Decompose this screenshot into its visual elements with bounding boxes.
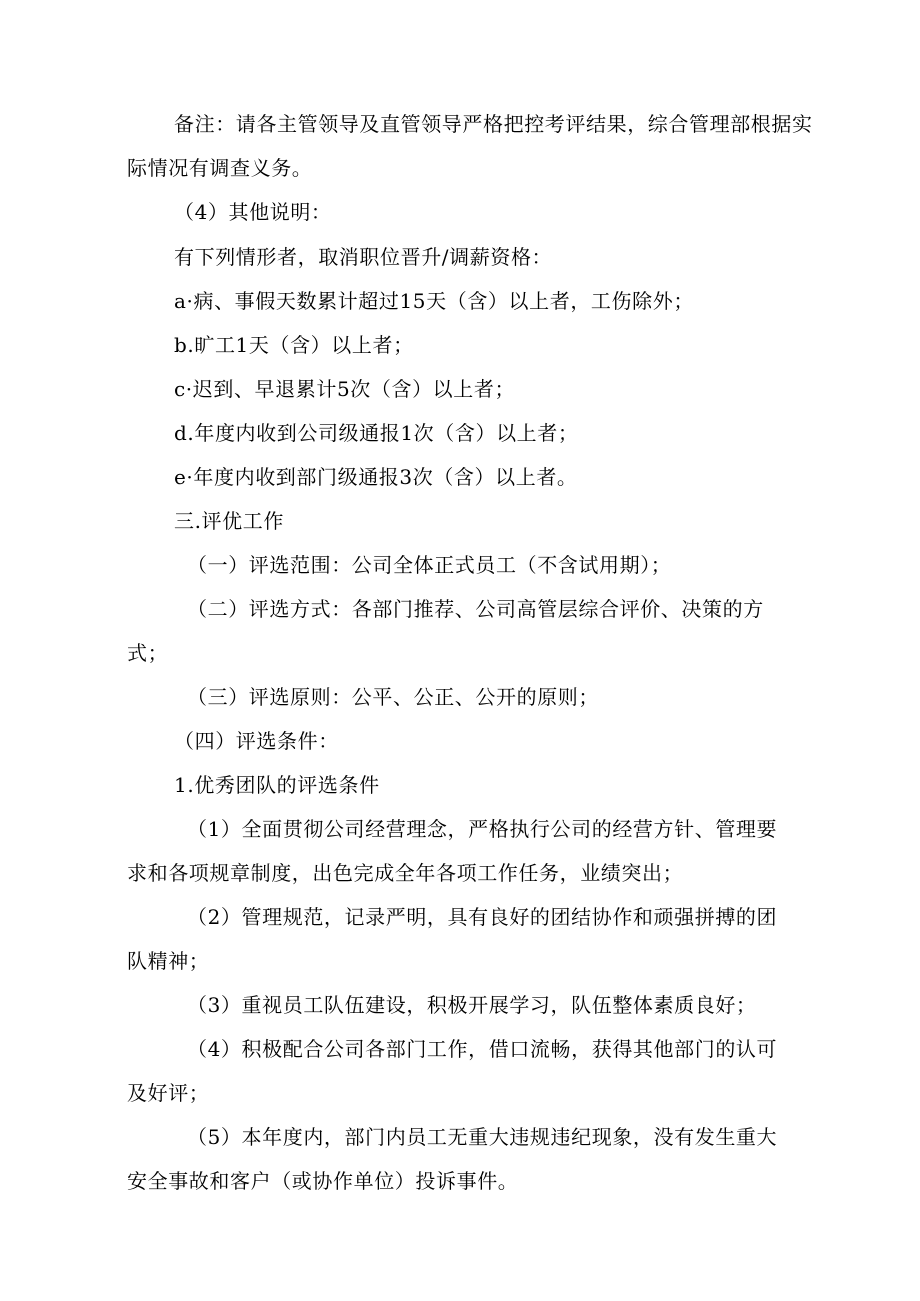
selection-method-line-2: 式； xyxy=(127,641,169,665)
disqualification-item-b: b.旷工1天（含）以上者； xyxy=(174,333,414,357)
selection-scope: （一）评选范围：公司全体正式员工（不含试用期）； xyxy=(187,553,672,577)
selection-conditions-heading: （四）评选条件： xyxy=(174,729,339,753)
team-condition-4-line-2: 及好评； xyxy=(127,1081,210,1105)
team-condition-1-line-1: （1）全面贯彻公司经营理念，严格执行公司的经营方针、管理要 xyxy=(187,817,778,841)
selection-principle: （三）评选原则：公平、公正、公开的原则； xyxy=(187,685,599,709)
team-condition-5-line-2: 安全事故和客户（或协作单位）投诉事件。 xyxy=(127,1169,519,1193)
team-condition-5-line-1: （5）本年度内，部门内员工无重大违规违纪现象，没有发生重大 xyxy=(187,1125,778,1149)
team-condition-4-line-1: （4）积极配合公司各部门工作，借口流畅，获得其他部门的认可 xyxy=(187,1037,778,1061)
disqualification-intro: 有下列情形者，取消职位晋升/调薪资格： xyxy=(174,245,553,269)
disqualification-item-d: d.年度内收到公司级通报1次（含）以上者； xyxy=(174,421,579,445)
other-notes-heading: （4）其他说明： xyxy=(174,200,332,224)
disqualification-item-a: a·病、事假天数累计超过15天（含）以上者，工伤除外； xyxy=(174,289,694,313)
note-line-2: 际情况有调查义务。 xyxy=(127,156,313,180)
section-heading-evaluation: 三.评优工作 xyxy=(174,509,284,533)
team-condition-3: （3）重视员工队伍建设，积极开展学习，队伍整体素质良好； xyxy=(187,993,757,1017)
team-condition-2-line-1: （2）管理规范，记录严明，具有良好的团结协作和顽强拼搏的团 xyxy=(187,905,778,929)
selection-method-line-1: （二）评选方式：各部门推荐、公司高管层综合评价、决策的方 xyxy=(187,597,764,621)
note-line-1: 备注：请各主管领导及直管领导严格把控考评结果，综合管理部根据实 xyxy=(174,112,813,136)
disqualification-item-e: e·年度内收到部门级通报3次（含）以上者。 xyxy=(174,465,578,489)
team-condition-1-line-2: 求和各项规章制度，出色完成全年各项工作任务，业绩突出； xyxy=(127,861,684,885)
disqualification-item-c: c·迟到、早退累计5次（含）以上者； xyxy=(174,377,516,401)
excellent-team-heading: 1.优秀团队的评选条件 xyxy=(174,773,380,797)
team-condition-2-line-2: 队精神； xyxy=(127,949,210,973)
